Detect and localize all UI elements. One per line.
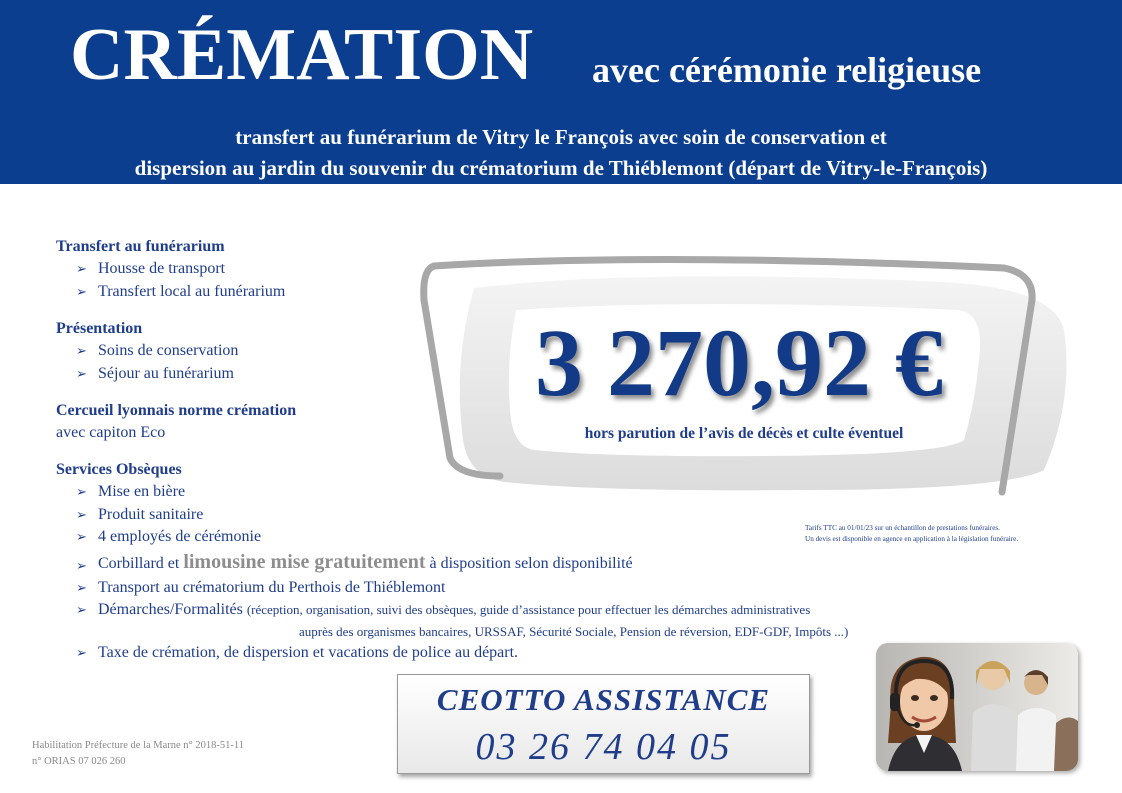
list-item: ➢ Transfert local au funérarium <box>56 281 956 304</box>
tarifs-note-line1: Tarifs TTC au 01/01/23 sur un échantillon de prestations funéraires. <box>805 524 1000 532</box>
arrowhead-bullet-icon: ➢ <box>76 644 87 660</box>
operator-illustration <box>876 643 1078 771</box>
section-title-transfert: Transfert au funérarium <box>56 238 225 255</box>
page-title: CRÉMATION <box>70 14 534 96</box>
cercueil-detail: avec capiton Eco <box>56 424 166 441</box>
contact-phone[interactable]: 03 26 74 04 05 <box>475 726 732 768</box>
section-title-cercueil: Cercueil lyonnais norme crémation <box>56 402 297 419</box>
limousine-highlight: limousine mise gratuitement <box>183 550 426 573</box>
arrowhead-bullet-icon: ➢ <box>76 343 87 358</box>
habilitation-text: Habilitation Préfecture de la Marne n° 2018-51-11 <box>32 740 244 751</box>
arrowhead-bullet-icon: ➢ <box>76 602 87 617</box>
section-title-presentation: Présentation <box>56 320 143 337</box>
list-item: ➢ Housse de transport <box>56 258 956 281</box>
header-banner <box>0 0 1122 184</box>
list-item: ➢ Mise en bière <box>56 481 956 504</box>
list-item-corbillard: ➢ Corbillard et limousine mise gratuitement à disposition selon disponibilité <box>56 549 956 577</box>
price-amount: 3 270,92 € <box>535 309 943 416</box>
list-item: ➢ 4 employés de cérémonie <box>56 526 956 549</box>
arrowhead-bullet-icon: ➢ <box>76 261 87 276</box>
arrowhead-bullet-icon: ➢ <box>76 484 87 499</box>
page-subtitle: avec cérémonie religieuse <box>592 50 982 90</box>
arrowhead-bullet-icon: ➢ <box>76 579 87 595</box>
arrowhead-bullet-icon: ➢ <box>76 283 87 299</box>
call-center-operator-photo <box>876 643 1078 771</box>
list-item: ➢ Produit sanitaire <box>56 504 956 527</box>
arrowhead-bullet-icon: ➢ <box>76 557 87 573</box>
header-description-line1: transfert au funérarium de Vitry le François avec soin de conservation et <box>235 125 887 149</box>
orias-text: n° ORIAS 07 026 260 <box>32 756 126 767</box>
contact-box <box>397 674 810 774</box>
header-description-line2: dispersion au jardin du souvenir du crématorium de Thiéblemont (départ de Vitry-le-François) <box>134 156 988 180</box>
section-title-services: Services Obsèques <box>56 461 182 478</box>
tarifs-note <box>805 523 1018 545</box>
list-item: ➢ Séjour au funérarium <box>56 363 956 386</box>
list-item-demarches: ➢ Démarches/Formalités (réception, organisation, suivi des obsèques, guide d’assistance pour effectuer les démarches administratives <box>56 599 956 622</box>
list-item: ➢ Soins de conservation <box>56 340 956 363</box>
contact-name: CEOTTO ASSISTANCE <box>436 682 771 717</box>
arrowhead-bullet-icon: ➢ <box>76 529 87 544</box>
tarifs-note-line2: Un devis est disponible en agence en application à la législation funéraire. <box>805 535 1019 543</box>
arrowhead-bullet-icon: ➢ <box>76 365 87 381</box>
price-card <box>404 250 1084 500</box>
list-item-transport: ➢ Transport au crématorium du Perthois de Thiéblemont <box>56 577 956 600</box>
price-note: hors parution de l’avis de décès et culte éventuel <box>584 425 904 442</box>
list-item-taxe: ➢ Taxe de crémation, de dispersion et vacations de police au départ. <box>56 642 956 665</box>
demarches-detail-line2: auprès des organismes bancaires, URSSAF, Sécurité Sociale, Pension de réversion, EDF-GDF, Impôts ...) <box>299 623 849 639</box>
arrowhead-bullet-icon: ➢ <box>76 506 87 522</box>
legal-footer <box>32 738 244 770</box>
